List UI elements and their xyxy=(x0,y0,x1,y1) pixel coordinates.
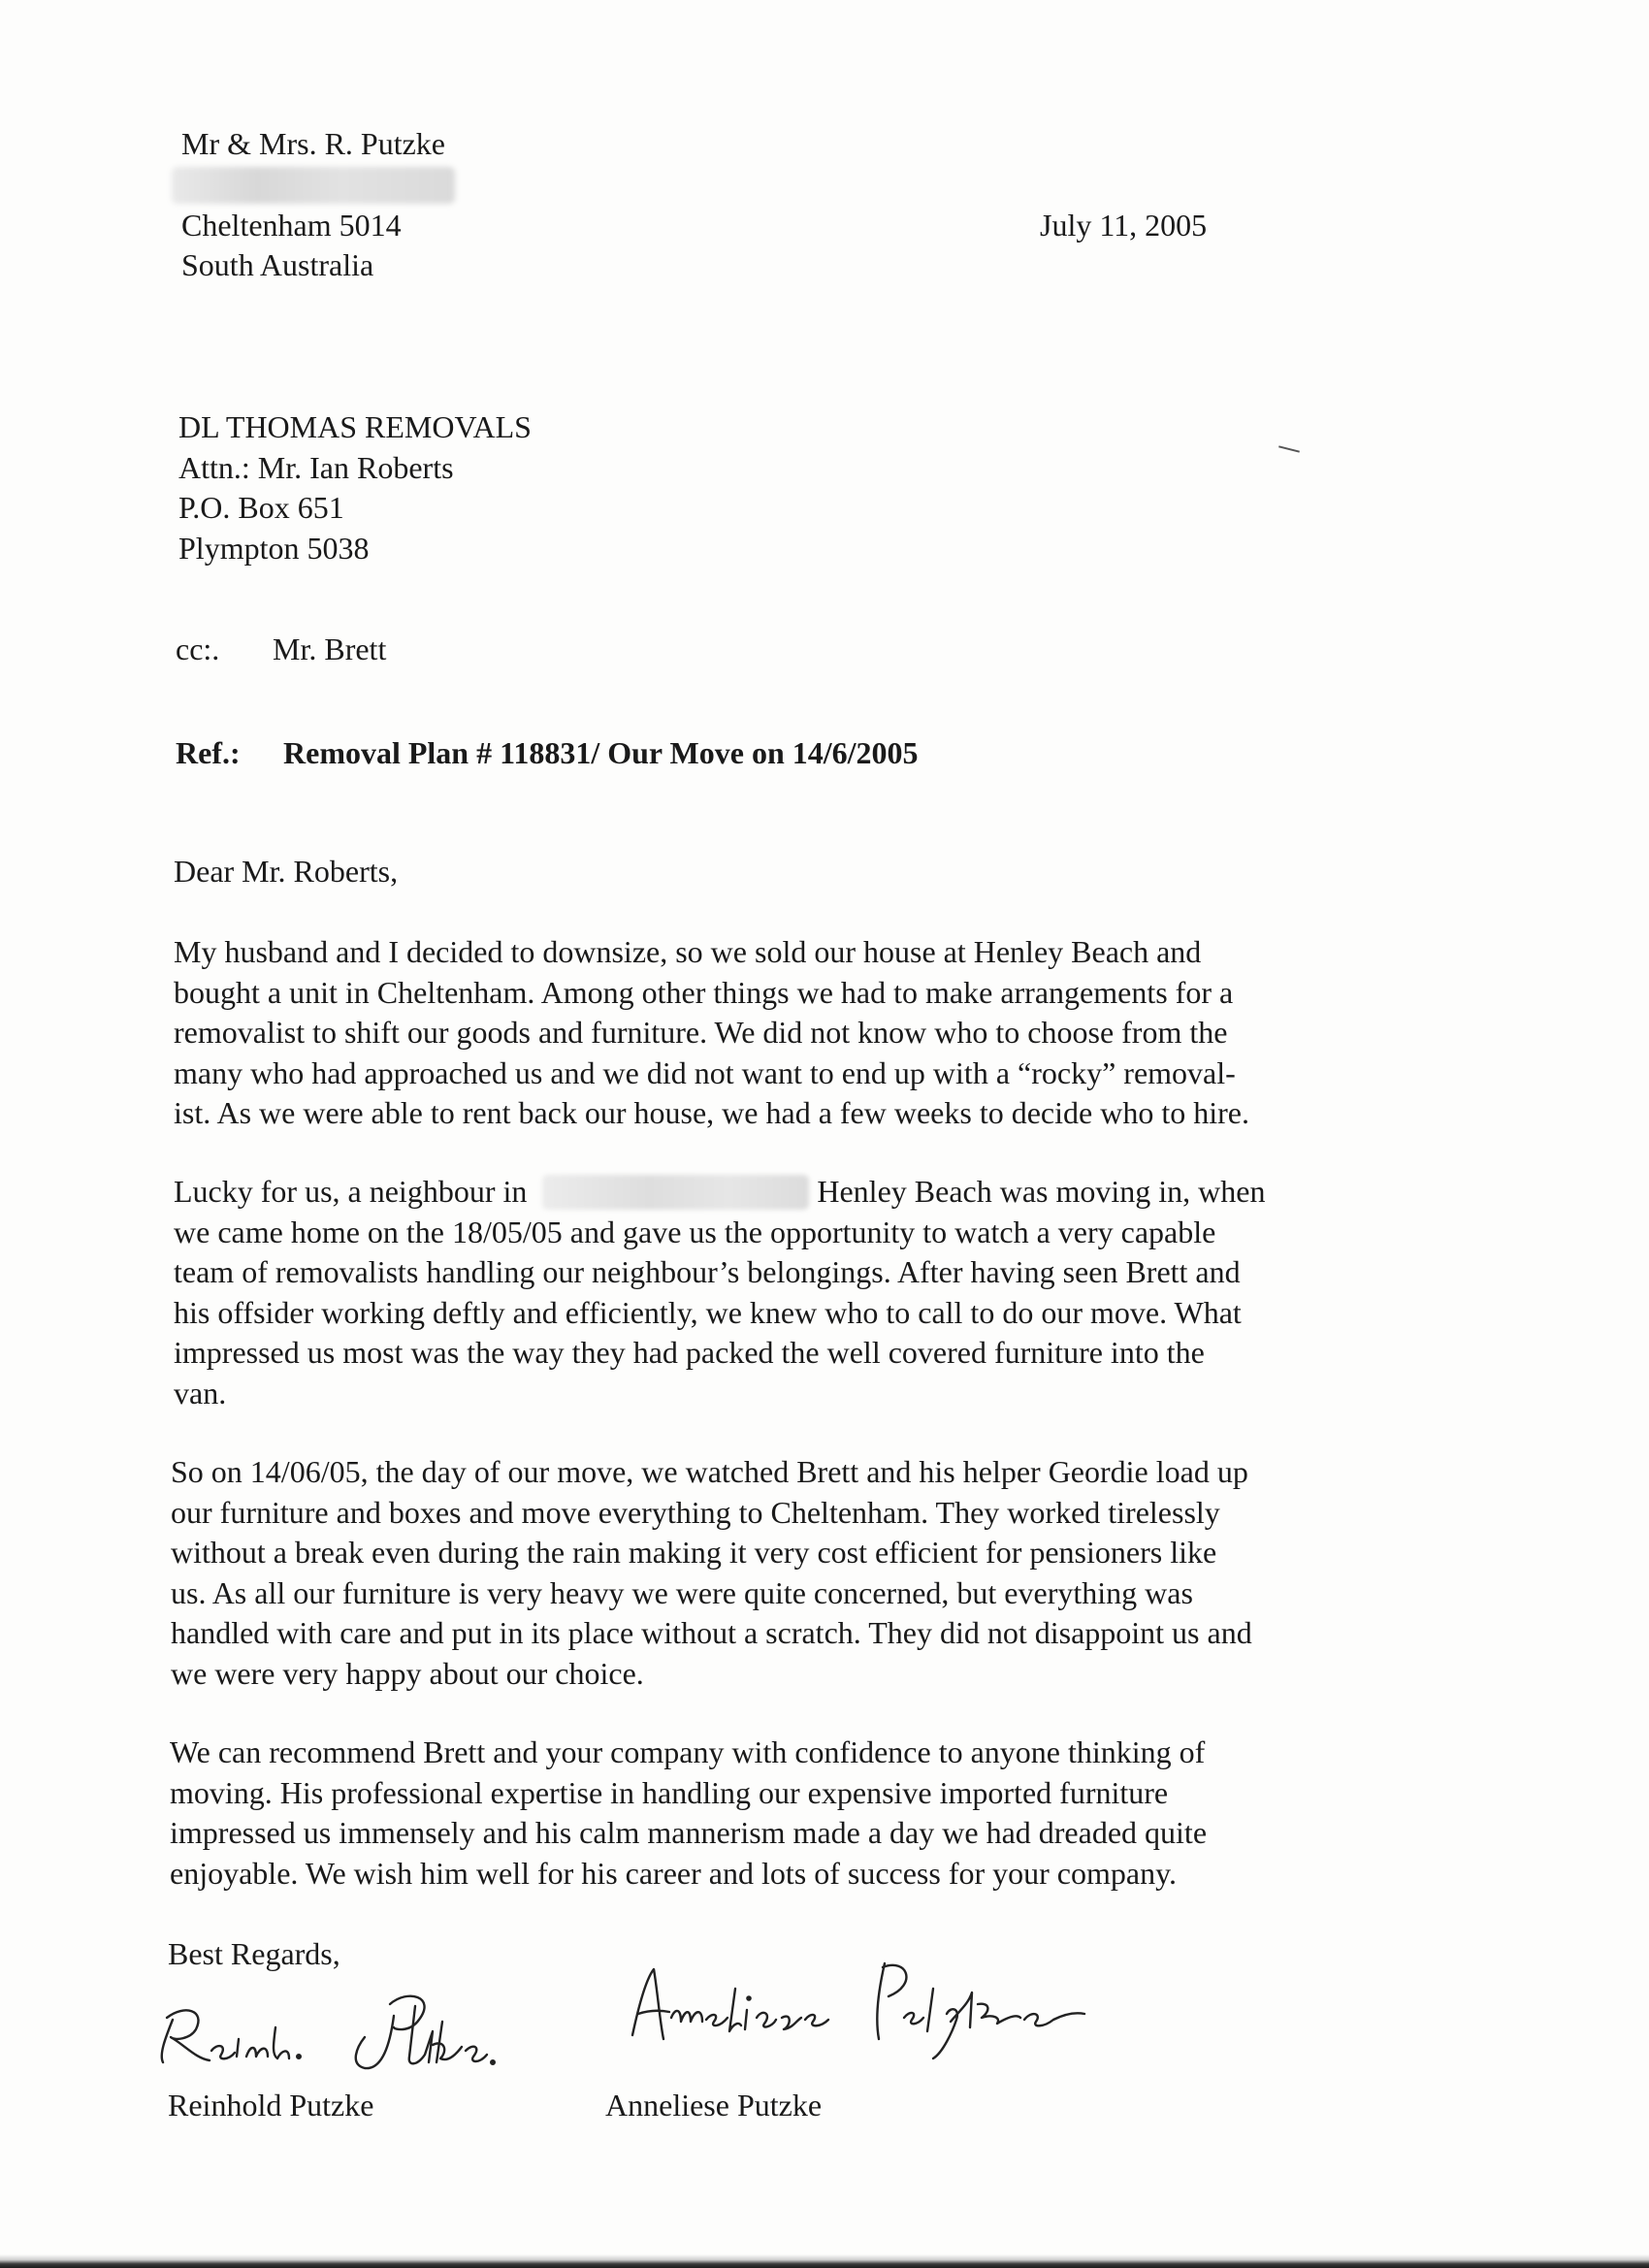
scan-speck xyxy=(1278,445,1300,452)
paragraph-1 xyxy=(174,932,1249,1134)
signature-image xyxy=(146,1969,504,2076)
signatory-name-reinhold: Reinhold Putzke xyxy=(168,2088,374,2122)
recipient-company: DL THOMAS REMOVALS xyxy=(178,409,532,444)
scan-edge xyxy=(0,2254,1649,2268)
closing: Best Regards, xyxy=(168,1936,340,1971)
paragraph-line: our furniture and boxes and move everything to Cheltenham. They worked tirelessly xyxy=(171,1494,1220,1530)
paragraph-3 xyxy=(171,1452,1252,1694)
recipient-city: Plympton 5038 xyxy=(178,530,370,566)
recipient-po-box: P.O. Box 651 xyxy=(178,490,344,525)
ref-label: Ref.: xyxy=(176,735,241,770)
signatory-name-anneliese: Anneliese Putzke xyxy=(605,2088,823,2122)
paragraph-line xyxy=(174,1172,1265,1213)
redacted-neighbour-address xyxy=(542,1175,809,1210)
paragraph-line: team of removalists handling our neighbour’s belongings. After having seen Brett and xyxy=(174,1254,1241,1289)
paragraph-line: enjoyable. We wish him well for his career and lots of success for your company. xyxy=(170,1855,1178,1891)
paragraph-4 xyxy=(170,1733,1207,1894)
paragraph-line: handled with care and put in its place without a scratch. They did not disappoint us and xyxy=(171,1615,1252,1650)
paragraph-line: impressed us immensely and his calm mannerism made a day we had dreaded quite xyxy=(170,1815,1208,1850)
salutation: Dear Mr. Roberts, xyxy=(174,854,399,889)
paragraph-line: we were very happy about our choice. xyxy=(171,1655,644,1691)
paragraph-line: moving. His professional expertise in handling our expensive imported furniture xyxy=(170,1774,1169,1810)
paragraph-line: van. xyxy=(174,1375,227,1410)
recipient-attn: Attn.: Mr. Ian Roberts xyxy=(178,449,454,485)
paragraph-line: his offsider working deftly and efficiently, we knew who to call to do our move. What xyxy=(174,1294,1242,1330)
paragraph-line: many who had approached us and we did not want to end up with a “rocky” removal- xyxy=(174,1054,1236,1090)
redacted-street-address xyxy=(172,167,455,204)
recipient-address xyxy=(178,407,532,568)
paragraph-line: ist. As we were able to rent back our house, we had a few weeks to decide who to hire. xyxy=(174,1095,1249,1130)
paragraph-line-end: Henley Beach was moving in, when xyxy=(817,1174,1266,1209)
sender-city: Cheltenham 5014 xyxy=(181,208,402,243)
cc-label: cc:. xyxy=(176,632,220,666)
signature-reinhold xyxy=(146,1969,504,2076)
paragraph-2 xyxy=(174,1172,1265,1413)
paragraph-line: removalist to shift our goods and furniture. We did not know who to choose from the xyxy=(174,1015,1228,1050)
signature-anneliese xyxy=(621,1950,1106,2066)
paragraph-line: So on 14/06/05, the day of our move, we watched Brett and his helper Geordie load up xyxy=(171,1454,1248,1489)
paragraph-line: we came home on the 18/05/05 and gave us the opportunity to watch a very capable xyxy=(174,1214,1216,1249)
sender-country: South Australia xyxy=(181,247,374,282)
cc-name: Mr. Brett xyxy=(273,632,387,666)
paragraph-line: My husband and I decided to downsize, so we sold our house at Henley Beach and xyxy=(174,934,1202,969)
paragraph-line: us. As all our furniture is very heavy we were quite concerned, but everything was xyxy=(171,1574,1193,1610)
ref-text: Removal Plan # 118831/ Our Move on 14/6/2005 xyxy=(283,735,919,770)
paragraph-line-start: Lucky for us, a neighbour in xyxy=(174,1174,528,1209)
letter-date: July 11, 2005 xyxy=(1040,208,1208,243)
paragraph-line: impressed us most was the way they had packed the well covered furniture into the xyxy=(174,1335,1205,1370)
sender-name: Mr & Mrs. R. Putzke xyxy=(181,126,445,161)
paragraph-line: We can recommend Brett and your company with confidence to anyone thinking of xyxy=(170,1734,1206,1769)
paragraph-line: bought a unit in Cheltenham. Among other things we had to make arrangements for a xyxy=(174,974,1234,1010)
signature-image xyxy=(621,1950,1106,2066)
paragraph-line: without a break even during the rain making it very cost efficient for pensioners like xyxy=(171,1535,1217,1570)
